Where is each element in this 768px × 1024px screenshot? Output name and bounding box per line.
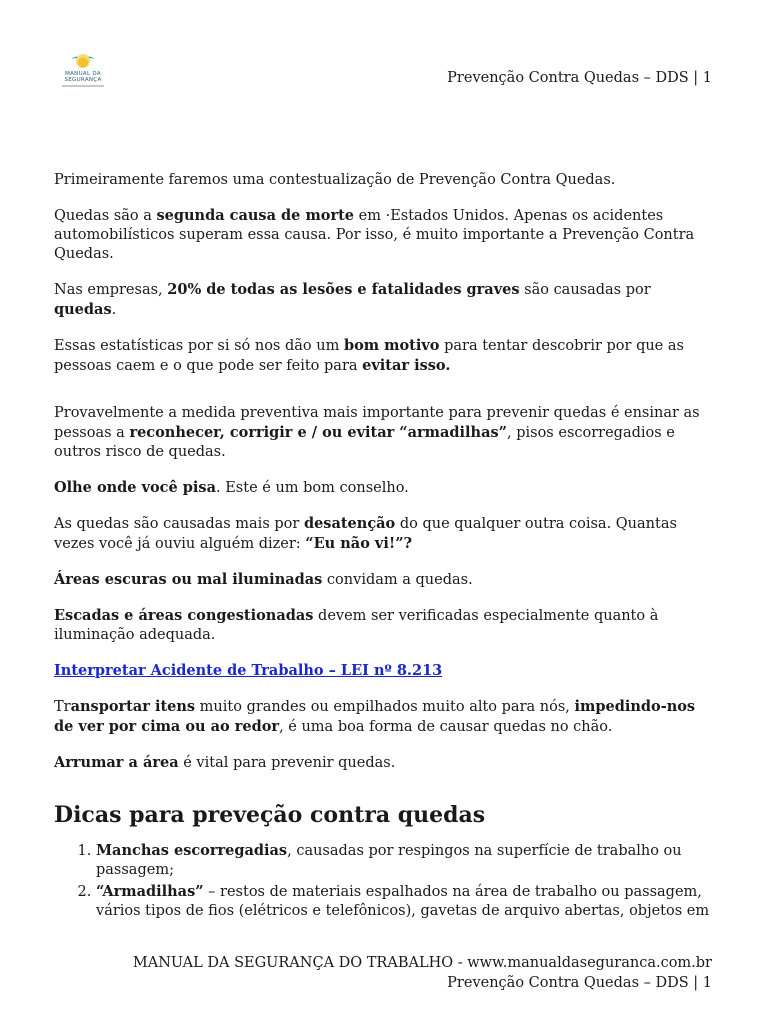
paragraph-tidy: Arrumar a área é vital para prevenir quedas. (54, 754, 396, 771)
paragraph-dark-areas: Áreas escuras ou mal iluminadas convidam a quedas. (54, 571, 473, 588)
paragraph-intro: Primeiramente faremos uma contestualização de Prevenção Contra Quedas. (54, 172, 616, 188)
logo (58, 54, 108, 96)
paragraph-link (54, 661, 714, 681)
logo-sun-icon (76, 54, 90, 68)
page-footer: MANUAL DA SEGURANÇA DO TRABALHO - www.manualdaseguranca.com.br Prevenção Contra Quedas – DDS | 1 (132, 955, 712, 991)
tips-list (54, 841, 714, 921)
paragraph-statistics: Essas estatísticas por si só nos dão um bom motivo para tentar descobrir por que as pessoas caem e o que pode ser feito para evitar isso. (54, 337, 684, 374)
logo-line-2: SEGURANÇA (64, 77, 102, 83)
page-header: Prevenção Contra Quedas – DDS | 1 (447, 70, 712, 86)
list-item: 2. “Armadilhas” – restos de materiais espalhados na área de trabalho ou passagem, vários tipos de fios (elétricos e telefônicos), gavetas de arquivo abertas, objetos em (96, 882, 714, 921)
logo-tagline-bar (62, 85, 104, 87)
lei-8213-link[interactable]: Interpretar Acidente de Trabalho – LEI nº 8.213 (54, 662, 443, 679)
paragraph-second-cause: Quedas são a segunda causa de morte em ·Estados Unidos. Apenas os acidentes automobilísticos superam essa causa. Por isso, é muito importante a Prevenção Contra Quedas. (54, 207, 695, 262)
paragraph-preventive: Provavelmente a medida preventiva mais importante para prevenir quedas é ensinar as pessoas a reconhecer, corrigir e / ou evitar “armadilhas”, pisos escorregadios e outros risco de quedas. (54, 405, 700, 460)
list-item: 1. Manchas escorregadias, causadas por respingos na superfície de trabalho ou passagem; (96, 841, 714, 880)
document-body (54, 171, 714, 923)
paragraph-stairs: Escadas e áreas congestionadas devem ser verificadas especialmente quanto à iluminação adequada. (54, 607, 659, 643)
logo-text (58, 71, 108, 83)
paragraph-inattention: As quedas são causadas mais por desatenção do que qualquer outra coisa. Quantas vezes você já ouviu alguém dizer: “Eu não vi!”? (54, 515, 677, 552)
paragraph-transport: Transportar itens muito grandes ou empilhados muito alto para nós, impedindo-nos de ver por cima ou ao redor, é uma boa forma de causar quedas no chão. (54, 698, 696, 735)
section-heading: Dicas para preveção contra quedas (54, 802, 486, 828)
logo-line-1: MANUAL DA (65, 71, 101, 77)
paragraph-companies: Nas empresas, 20% de todas as lesões e fatalidades graves são causadas por quedas. (54, 281, 651, 318)
paragraph-look: Olhe onde você pisa. Este é um bom conselho. (54, 479, 409, 496)
